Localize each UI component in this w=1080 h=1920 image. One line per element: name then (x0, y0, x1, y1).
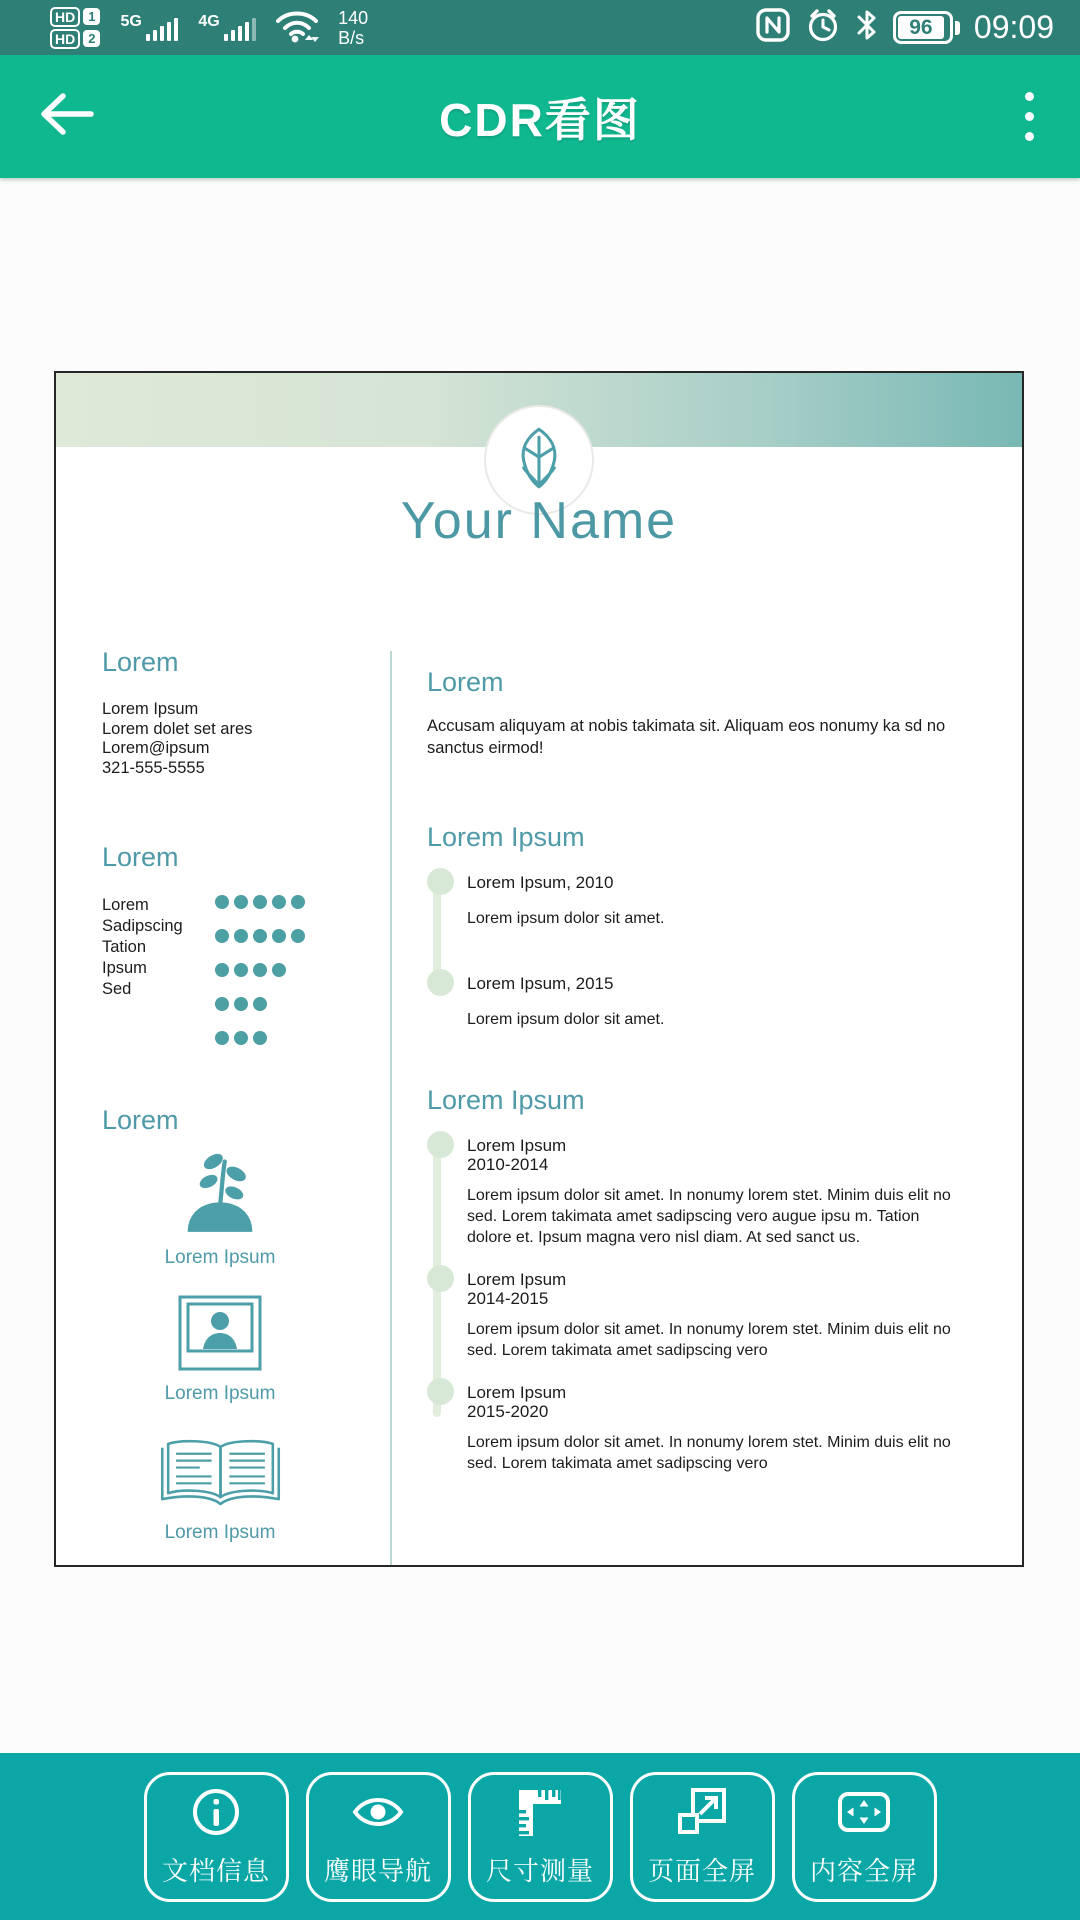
entry-years: 2010-2014 (467, 1155, 549, 1174)
skill-labels (102, 895, 215, 1045)
entry-desc: Lorem ipsum dolor sit amet. In nonumy lorem stet. Minim duis elit no sed. Lorem takimata amet sadipscing vero (467, 1321, 951, 1359)
tool-label: 内容全屏 (809, 1856, 918, 1886)
entry-title: Lorem Ipsum, 2015 (467, 974, 614, 993)
signal-5g (120, 12, 178, 41)
sim2-number: 2 (83, 30, 100, 47)
rating-dot (291, 929, 305, 943)
timeline-entry (427, 969, 967, 1030)
entry-title (467, 1378, 967, 1421)
sim1-number: 1 (83, 8, 100, 25)
rating-dot (253, 963, 267, 977)
sim-indicators (50, 7, 100, 49)
tool-label: 尺寸测量 (485, 1856, 594, 1886)
about-text: Accusam aliquyam at nobis takimata sit. Aliquam eos nonumy ka sd no sanctus eirmod! (427, 717, 946, 757)
contact-line: Lorem Ipsum (102, 700, 199, 718)
resume-left-column (56, 647, 390, 1565)
back-arrow-icon[interactable] (38, 91, 96, 142)
resume-name: Your Name (400, 492, 678, 550)
page-fullscreen-icon (676, 1786, 728, 1843)
tool-label: 文档信息 (161, 1856, 270, 1886)
skill-dots-row (215, 997, 305, 1011)
skill-ratings (215, 895, 305, 1045)
entry-desc: Lorem ipsum dolor sit amet. (467, 910, 665, 927)
entry-desc: Lorem ipsum dolor sit amet. In nonumy lorem stet. Minim duis elit no sed. Lorem takimata amet sadipscing vero (467, 1434, 951, 1472)
eagle-eye-nav-button[interactable] (306, 1772, 451, 1902)
rating-dot (272, 895, 286, 909)
entry-years: 2014-2015 (467, 1289, 549, 1308)
skill-label: Lorem (102, 896, 149, 914)
entry-title: Lorem Ipsum, 2010 (467, 873, 614, 892)
education-timeline (427, 868, 967, 1030)
ruler-icon (514, 1786, 566, 1843)
bottom-toolbar (0, 1753, 1080, 1920)
page-title: CDR看图 (439, 93, 641, 146)
interest-label: Lorem Ipsum (164, 1522, 276, 1543)
timeline-dot (427, 1265, 454, 1292)
contact-line: Lorem@ipsum (102, 739, 210, 757)
contact-heading: Lorem (102, 647, 179, 677)
alarm-clock-icon (805, 7, 841, 48)
rating-dot (272, 929, 286, 943)
entry-title (467, 1131, 967, 1174)
status-bar (0, 0, 1080, 55)
eye-icon (350, 1786, 406, 1843)
skill-label: Sadipscing (102, 917, 183, 935)
kebab-menu-icon[interactable] (1017, 84, 1042, 149)
document-page (54, 371, 1024, 1567)
measure-button[interactable] (468, 1772, 613, 1902)
tool-label: 页面全屏 (647, 1856, 756, 1886)
rating-dot (253, 929, 267, 943)
entry-title-text: Lorem Ipsum (467, 1270, 567, 1289)
nfc-icon (755, 7, 791, 48)
entry-desc: Lorem ipsum dolor sit amet. In nonumy lorem stet. Minim duis elit no sed. Lorem takimata amet sadipscing vero augue ipsu m. Tation dolore et. Ipsum magna vero nisl diam. At sed sanct us. (467, 1187, 951, 1246)
battery-icon (893, 11, 960, 44)
tool-label: 鹰眼导航 (323, 1856, 432, 1886)
app-bar (0, 55, 1080, 178)
timeline-entry (427, 868, 967, 929)
speed-unit: B/s (338, 27, 365, 48)
hd1-badge: HD (50, 7, 80, 27)
about-heading: Lorem (427, 667, 504, 697)
hd2-badge: HD (50, 29, 80, 49)
plant-icon (182, 1150, 258, 1237)
entry-title-text: Lorem Ipsum (467, 1383, 567, 1402)
contact-line: 321-555-5555 (102, 758, 205, 777)
entry-title-text: Lorem Ipsum (467, 1136, 567, 1155)
interest-label: Lorem Ipsum (164, 1247, 276, 1268)
rating-dot (234, 963, 248, 977)
interests-heading: Lorem (102, 1105, 179, 1135)
entry-years: 2015-2020 (467, 1402, 549, 1421)
open-book-icon (154, 1433, 287, 1515)
rating-dot (253, 895, 267, 909)
skill-label: Tation (102, 938, 147, 956)
timeline-entry (427, 1131, 967, 1248)
resume-right-column (392, 647, 1022, 1565)
skills-heading: Lorem (102, 842, 179, 872)
interest-stack (102, 1136, 338, 1544)
rating-dot (215, 895, 229, 909)
timeline-dot (427, 868, 454, 895)
rating-dot (215, 997, 229, 1011)
rating-dot (253, 1031, 267, 1045)
contact-line: Lorem dolet set ares (102, 719, 253, 738)
entry-title (467, 1265, 967, 1308)
skills-table (102, 895, 390, 1045)
document-info-button[interactable] (144, 1772, 289, 1902)
photo-portrait-icon (178, 1295, 262, 1376)
skill-dots-row (215, 929, 305, 943)
rating-dot (234, 929, 248, 943)
speed-value: 140 (338, 7, 369, 28)
skill-dots-row (215, 963, 305, 977)
signal-bars-icon (224, 18, 257, 41)
network-5g-label: 5G (120, 12, 142, 30)
skill-label: Ipsum (102, 959, 147, 977)
rating-dot (234, 895, 248, 909)
experience-heading: Lorem Ipsum (427, 1085, 585, 1115)
rating-dot (272, 963, 286, 977)
rating-dot (215, 929, 229, 943)
rating-dot (215, 1031, 229, 1045)
document-viewport[interactable] (0, 178, 1080, 1753)
skill-dots-row (215, 1031, 305, 1045)
bluetooth-icon (855, 7, 879, 48)
signal-4g (198, 12, 256, 41)
leaf-icon (512, 426, 566, 495)
rating-dot (234, 1031, 248, 1045)
wifi-icon (274, 6, 320, 49)
contact-lines (102, 700, 390, 778)
signal-bars-icon (146, 18, 179, 41)
rating-dot (215, 963, 229, 977)
entry-desc: Lorem ipsum dolor sit amet. (467, 1011, 665, 1028)
content-fullscreen-icon (836, 1786, 892, 1843)
rating-dot (234, 997, 248, 1011)
network-4g-label: 4G (198, 12, 220, 30)
timeline-entry (427, 1378, 967, 1474)
info-icon (190, 1786, 242, 1843)
timeline-dot (427, 1131, 454, 1158)
skill-dots-row (215, 895, 305, 909)
rating-dot (291, 895, 305, 909)
battery-percent: 96 (898, 16, 944, 39)
clock-time: 09:09 (973, 9, 1054, 45)
education-heading: Lorem Ipsum (427, 822, 585, 852)
page-fullscreen-button[interactable] (630, 1772, 775, 1902)
timeline-dot (427, 969, 454, 996)
content-fullscreen-button[interactable] (792, 1772, 937, 1902)
rating-dot (253, 997, 267, 1011)
experience-timeline (427, 1131, 967, 1474)
interest-label: Lorem Ipsum (164, 1383, 276, 1404)
skill-label: Sed (102, 980, 132, 998)
network-speed (338, 8, 368, 48)
timeline-entry (427, 1265, 967, 1361)
timeline-dot (427, 1378, 454, 1405)
